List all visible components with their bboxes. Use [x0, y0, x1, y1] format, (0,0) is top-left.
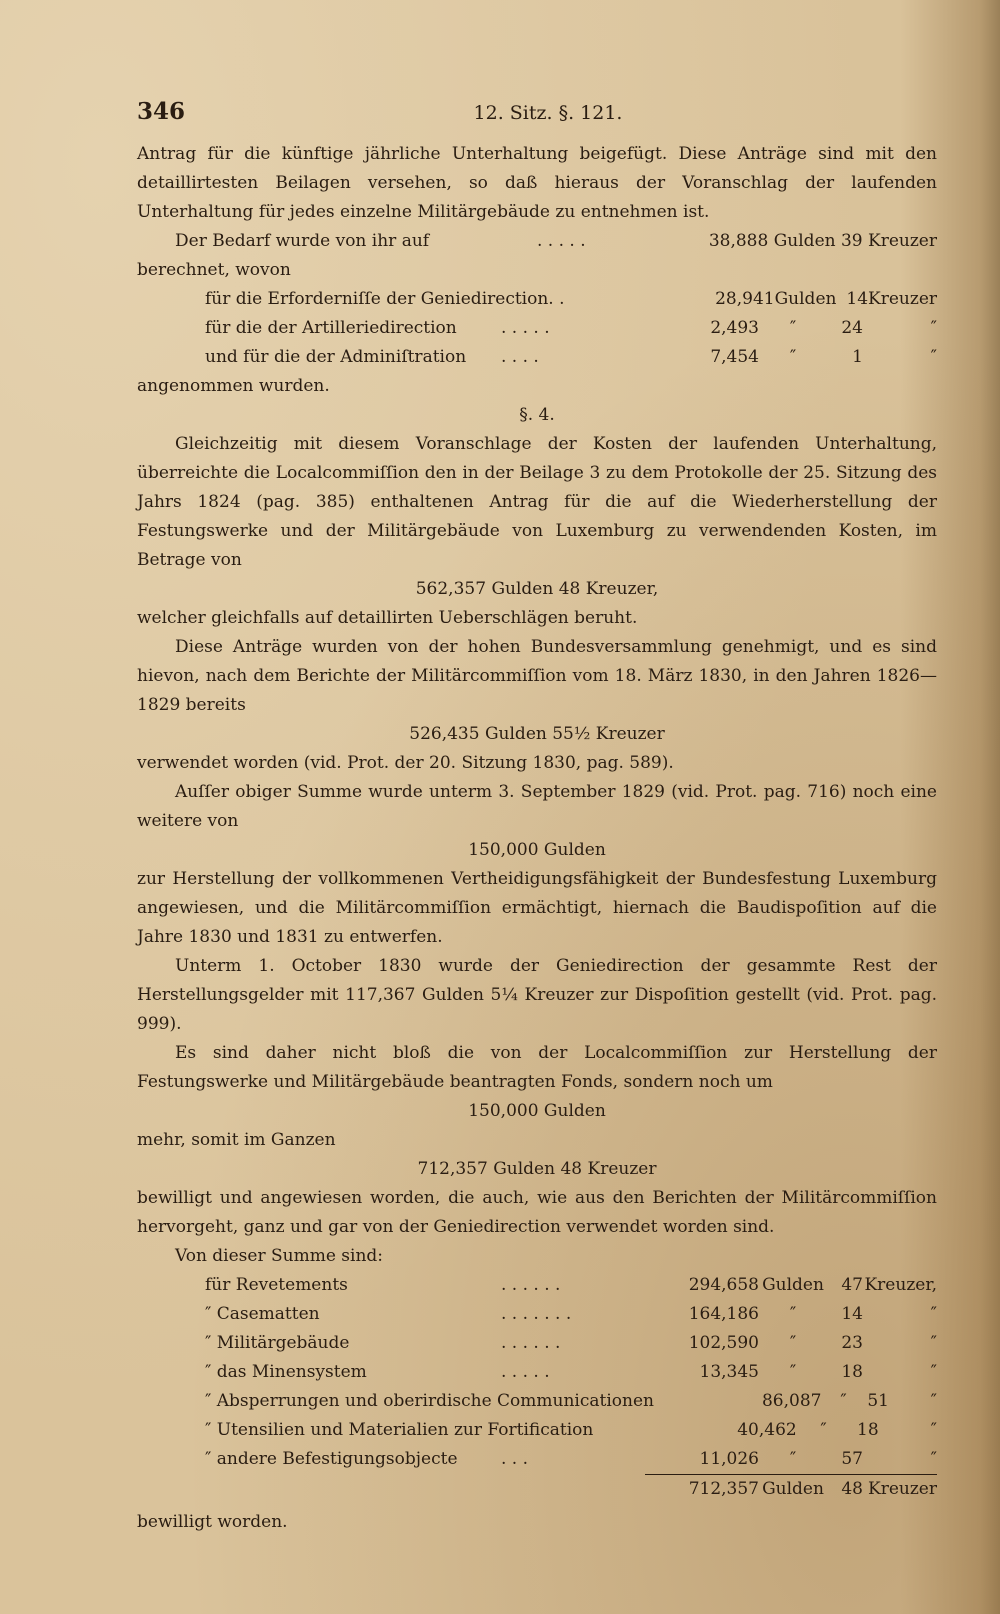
table-row — [137, 314, 937, 343]
paragraph: Von dieser Summe sind: — [175, 1246, 384, 1266]
paragraph: zur Herstellung der vollkommenen Vertheidigungsfähigkeit der Bundesfestung Luxemburg angewiesen, und die Militärcommiſſion ermächtigt, hiernach die Baudispoſition auf die Jahre 1830 und 1831 zu entwerfen. — [137, 869, 937, 947]
row-gulden-unit: ″ — [789, 1362, 797, 1382]
body-text — [137, 140, 937, 1537]
row-gulden-unit: Gulden — [762, 1275, 824, 1295]
row-label: für die Erforderniſſe der Geniedirection — [205, 289, 549, 309]
row-gulden: 40,462 — [737, 1420, 797, 1440]
paragraph: berechnet, wovon — [137, 260, 291, 280]
page-number: 346 — [137, 98, 186, 125]
row-dots: . . . . . — [501, 318, 550, 338]
paragraph: Gleichzeitig mit diesem Voranschlage der Kosten der laufenden Unterhaltung, überreichte die Localcommiſſion den in der Beilage 3 zu dem Protokolle der 25. Sitzung des Jahrs 1824 (pag. 385) enthaltenen Antrag für die auf die Wiederherstellung der Festungswerke und der Militärgebäude von Luxemburg zu verwendenden Kosten, im Betrage von — [137, 434, 937, 570]
row-kreuzer: 23 — [841, 1333, 863, 1353]
row-kreuzer-unit: ″ — [930, 1391, 937, 1411]
row-dots: . . . — [501, 1449, 529, 1469]
row-kreuzer: 51 — [867, 1391, 889, 1411]
paragraph: bewilligt und angewiesen worden, die auch, wie aus den Berichten der Militärcommiſſion hervorgeht, ganz und gar von der Geniedirection verwendet worden sind. — [137, 1188, 937, 1237]
row-label: für die der Artilleriedirection — [205, 318, 457, 338]
amount-line: 150,000 Gulden — [468, 1101, 606, 1121]
row-kreuzer: 14 — [841, 1304, 863, 1324]
row-kreuzer: 14 — [846, 289, 869, 309]
table-row — [137, 1329, 937, 1358]
section-title: §. 4. — [519, 405, 555, 425]
running-head: 12. Sitz. §. 121. — [473, 102, 623, 124]
table-row — [137, 1445, 937, 1474]
table-row — [137, 1271, 937, 1300]
page-header — [137, 97, 937, 129]
row-kreuzer-unit: ″ — [930, 1333, 937, 1353]
row-kreuzer-unit: ″ — [930, 1449, 937, 1469]
row-kreuzer: 18 — [857, 1420, 879, 1440]
paragraph: Unterm 1. October 1830 wurde der Geniedirection der gesammte Rest der Herstellungsgelder mit 117,367 Gulden 5¼ Kreuzer zur Dispoſition gestellt (vid. Prot. pag. 999). — [137, 956, 937, 1034]
row-kreuzer: 47 — [841, 1275, 863, 1295]
row-kreuzer: 24 — [841, 318, 863, 338]
row-kreuzer: 18 — [841, 1362, 863, 1382]
paragraph: Antrag für die künftige jährliche Unterhaltung beigefügt. Diese Anträge sind mit den detaillirtesten Beilagen versehen, so daß hieraus der Voranschlag der laufenden Unterhaltung für jedes einzelne Militärgebäude zu entnehmen ist. — [137, 144, 937, 222]
row-kreuzer: 1 — [852, 347, 863, 367]
row-kreuzer-unit: ″ — [930, 347, 937, 367]
paragraph: bewilligt worden. — [137, 1512, 288, 1532]
amount-line: 712,357 Gulden 48 Kreuzer — [417, 1159, 657, 1179]
row-gulden: 13,345 — [699, 1362, 759, 1382]
bedarf-amount: 38,888 Gulden 39 Kreuzer — [708, 231, 937, 251]
row-kreuzer-unit: Kreuzer, — [864, 1275, 937, 1295]
row-dots: . . — [548, 289, 565, 309]
row-gulden: 86,087 — [761, 1391, 822, 1411]
table-row — [137, 1387, 937, 1416]
total-amount: 712,357 — [688, 1479, 759, 1499]
breakdown-table — [137, 1271, 937, 1474]
row-kreuzer: 57 — [841, 1449, 863, 1469]
row-label: ″ Casematten — [205, 1304, 320, 1324]
total-kreuzer-unit: Kreuzer — [868, 1479, 937, 1499]
row-gulden: 294,658 — [688, 1275, 759, 1295]
row-dots: . . . . — [501, 347, 539, 367]
row-gulden: 28,941 — [715, 289, 775, 309]
row-gulden: 164,186 — [688, 1304, 759, 1324]
row-kreuzer-unit: Kreuzer — [868, 289, 938, 309]
row-kreuzer-unit: ″ — [930, 1304, 937, 1324]
row-gulden-unit: ″ — [789, 1449, 797, 1469]
split-table — [137, 285, 937, 372]
total-row — [137, 1475, 937, 1504]
paragraph: mehr, somit im Ganzen — [137, 1130, 336, 1150]
amount-line: 562,357 Gulden 48 Kreuzer, — [415, 579, 659, 599]
row-label: ″ Absperrungen und oberirdische Communicationen — [205, 1391, 654, 1411]
row-gulden-unit: Gulden — [774, 289, 837, 309]
total-unit: Gulden — [762, 1479, 824, 1499]
row-label: ″ das Minensystem — [205, 1362, 367, 1382]
paragraph: Es sind daher nicht bloß die von der Localcommiſſion zur Herstellung der Festungswerke und Militärgebäude beantragten Fonds, sondern noch um — [137, 1043, 937, 1092]
row-dots: . . . . . . — [501, 1333, 561, 1353]
table-row — [137, 1300, 937, 1329]
row-gulden: 11,026 — [699, 1449, 759, 1469]
amount-line: 150,000 Gulden — [468, 840, 606, 860]
paragraph: verwendet worden (vid. Prot. der 20. Sitzung 1830, pag. 589). — [137, 753, 674, 773]
table-row — [137, 1358, 937, 1387]
row-label: ″ andere Befestigungsobjecte — [205, 1449, 458, 1469]
row-label: ″ Utensilien und Materialien zur Fortification — [205, 1420, 594, 1440]
row-label: für Revetements — [205, 1275, 348, 1295]
paragraph: Auſſer obiger Summe wurde unterm 3. September 1829 (vid. Prot. pag. 716) noch eine weitere von — [137, 782, 937, 831]
row-kreuzer-unit: ″ — [930, 1420, 937, 1440]
row-kreuzer-unit: ″ — [930, 318, 937, 338]
row-label: und für die der Adminiſtration — [205, 347, 467, 367]
total-kreuzer: 48 — [841, 1479, 863, 1499]
row-dots: . . . . . . — [501, 1275, 561, 1295]
table-row — [137, 285, 937, 314]
paragraph: welcher gleichfalls auf detaillirten Ueberschlägen beruht. — [137, 608, 638, 628]
row-dots: . . . . . — [501, 1362, 550, 1382]
row-gulden-unit: ″ — [789, 1304, 797, 1324]
row-kreuzer-unit: ″ — [930, 1362, 937, 1382]
row-label: ″ Militärgebäude — [205, 1333, 350, 1353]
row-gulden-unit: ″ — [789, 347, 797, 367]
table-row — [137, 343, 937, 372]
paragraph: Diese Anträge wurden von der hohen Bundesversammlung genehmigt, und es sind hievon, nach dem Berichte der Militärcommiſſion vom 18. März 1830, in den Jahren 1826—1829 bereits — [137, 637, 937, 715]
row-gulden: 2,493 — [710, 318, 759, 338]
bedarf-dots: . . . . . — [537, 231, 586, 251]
row-gulden: 7,454 — [710, 347, 759, 367]
paragraph: angenommen wurden. — [137, 376, 330, 396]
bedarf-row — [137, 227, 937, 256]
row-gulden: 102,590 — [688, 1333, 759, 1353]
row-gulden-unit: ″ — [840, 1391, 847, 1411]
bedarf-label: Der Bedarf wurde von ihr auf — [175, 231, 430, 251]
table-row — [137, 1416, 937, 1445]
row-gulden-unit: ″ — [789, 318, 797, 338]
amount-line: 526,435 Gulden 55½ Kreuzer — [409, 724, 665, 744]
row-gulden-unit: ″ — [820, 1420, 827, 1440]
row-gulden-unit: ″ — [789, 1333, 797, 1353]
row-dots: . . . . . . . — [501, 1304, 572, 1324]
